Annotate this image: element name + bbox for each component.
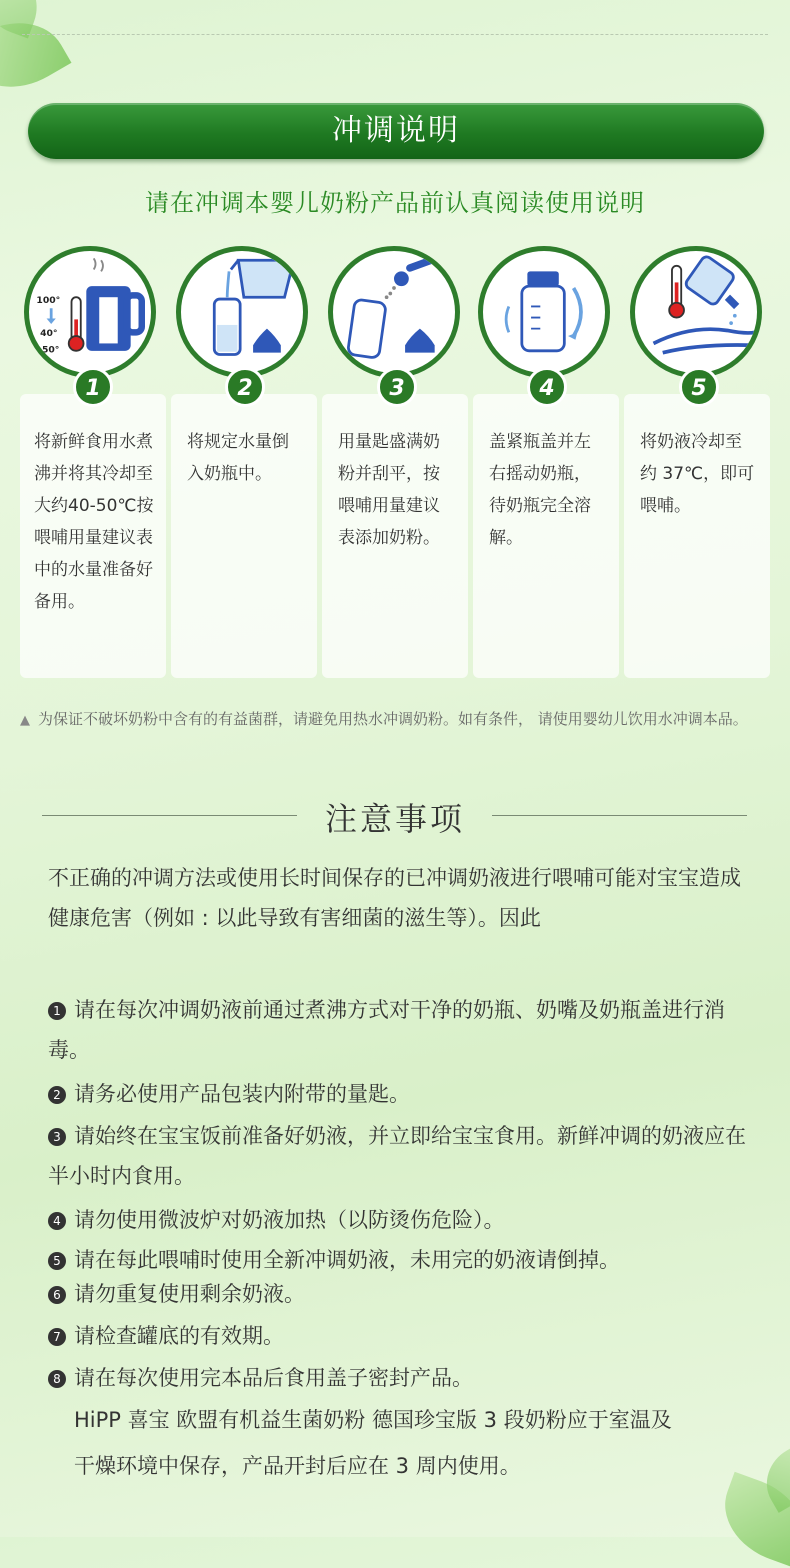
- page-title: 冲调说明: [28, 103, 764, 159]
- step-1-description: 将新鲜食用水煮沸并将其冷却至大约40-50℃按喂哺用量建议表中的水量准备好备用。: [20, 394, 166, 678]
- notice-title: 注意事项: [324, 800, 465, 838]
- item-number-badge: 5: [48, 1252, 66, 1270]
- step-3-description: 用量匙盛满奶粉并刮平，按喂哺用量建议表添加奶粉。: [322, 394, 468, 678]
- step-4-description: 盖紧瓶盖并左右摇动奶瓶，待奶瓶完全溶解。: [473, 394, 619, 678]
- step-5-number: 5: [679, 367, 719, 407]
- step-3-illustration: [328, 246, 460, 378]
- item-number-badge: 3: [48, 1128, 66, 1146]
- item-number-badge: 2: [48, 1086, 66, 1104]
- shake-bottle-icon: [483, 251, 605, 373]
- notice-item-text: 请勿使用微波炉对奶液加热（以防烫伤危险）。: [74, 1208, 505, 1232]
- notice-item-4: [48, 1200, 758, 1240]
- step-4-illustration: [478, 246, 610, 378]
- item-number-badge: 4: [48, 1212, 66, 1230]
- notice-item-text: 请在每次使用完本品后食用盖子密封产品。: [74, 1366, 473, 1390]
- notice-item-text: 请检查罐底的有效期。: [74, 1324, 284, 1348]
- notice-item-text: 请在每此喂哺时使用全新冲调奶液，未用完的奶液请倒掉。: [74, 1248, 620, 1272]
- step-2-description: 将规定水量倒入奶瓶中。: [171, 394, 317, 678]
- item-number-badge: 7: [48, 1328, 66, 1346]
- page-subtitle: 请在冲调本婴儿奶粉产品前认真阅读使用说明: [145, 189, 645, 217]
- pour-water-bottle-icon: [181, 251, 303, 373]
- thermo-label-50: 50°: [41, 344, 60, 356]
- notice-item-8: [48, 1358, 758, 1398]
- item-number-badge: 8: [48, 1370, 66, 1388]
- test-temperature-wrist-icon: [635, 251, 757, 373]
- step-5-illustration: [630, 246, 762, 378]
- scoop-powder-bottle-icon: [333, 251, 455, 373]
- notice-intro: 不正确的冲调方法或使用长时间保存的已冲调奶液进行喂哺可能对宝宝造成健康危害（例如 : 以此导致有害细菌的滋生等）。因此: [48, 866, 741, 930]
- step-3-number: 3: [377, 367, 417, 407]
- notice-item-1: [48, 990, 758, 1070]
- notice-item-text: 请在每次冲调奶液前通过煮沸方式对干净的奶瓶、奶嘴及奶瓶盖进行消毒。: [48, 998, 725, 1062]
- notice-item-7: [48, 1316, 758, 1356]
- notice-item-2: [48, 1074, 758, 1114]
- notice-item-text: 请始终在宝宝饭前准备好奶液，并立即给宝宝食用。新鲜冲调的奶液应在半小时内食用。: [48, 1124, 746, 1188]
- step-1-number: 1: [73, 367, 113, 407]
- warning-note-text: 为保证不破坏奶粉中含有的有益菌群，请避免用热水冲调奶粉。如有条件， 请使用婴幼儿饮用水冲调本品。: [38, 710, 748, 728]
- warning-triangle-icon: ▲: [20, 713, 30, 728]
- item-number-badge: 6: [48, 1286, 66, 1304]
- notice-item-text: 请务必使用产品包装内附带的量匙。: [74, 1082, 410, 1106]
- notice-item-3: [48, 1116, 758, 1196]
- step-2-number: 2: [225, 367, 265, 407]
- top-dashed-divider: [22, 34, 768, 35]
- item-number-badge: 1: [48, 1002, 66, 1020]
- step-5-description: 将奶液冷却至约 37℃，即可喂哺。: [624, 394, 770, 678]
- step-1-illustration: [24, 246, 156, 378]
- storage-instruction-line-2: 干燥环境中保存，产品开封后应在 3 周内使用。: [74, 1454, 521, 1478]
- warning-note: [20, 703, 770, 737]
- kettle-thermometer-icon: [29, 251, 151, 373]
- notice-item-6: [48, 1274, 758, 1314]
- storage-instruction-line-1: HiPP 喜宝 欧盟有机益生菌奶粉 德国珍宝版 3 段奶粉应于室温及: [74, 1408, 672, 1432]
- step-4-number: 4: [527, 367, 567, 407]
- notice-item-text: 请勿重复使用剩余奶液。: [74, 1282, 305, 1306]
- thermo-label-100: 100°: [36, 294, 61, 306]
- step-2-illustration: [176, 246, 308, 378]
- thermo-label-40: 40°: [40, 328, 58, 340]
